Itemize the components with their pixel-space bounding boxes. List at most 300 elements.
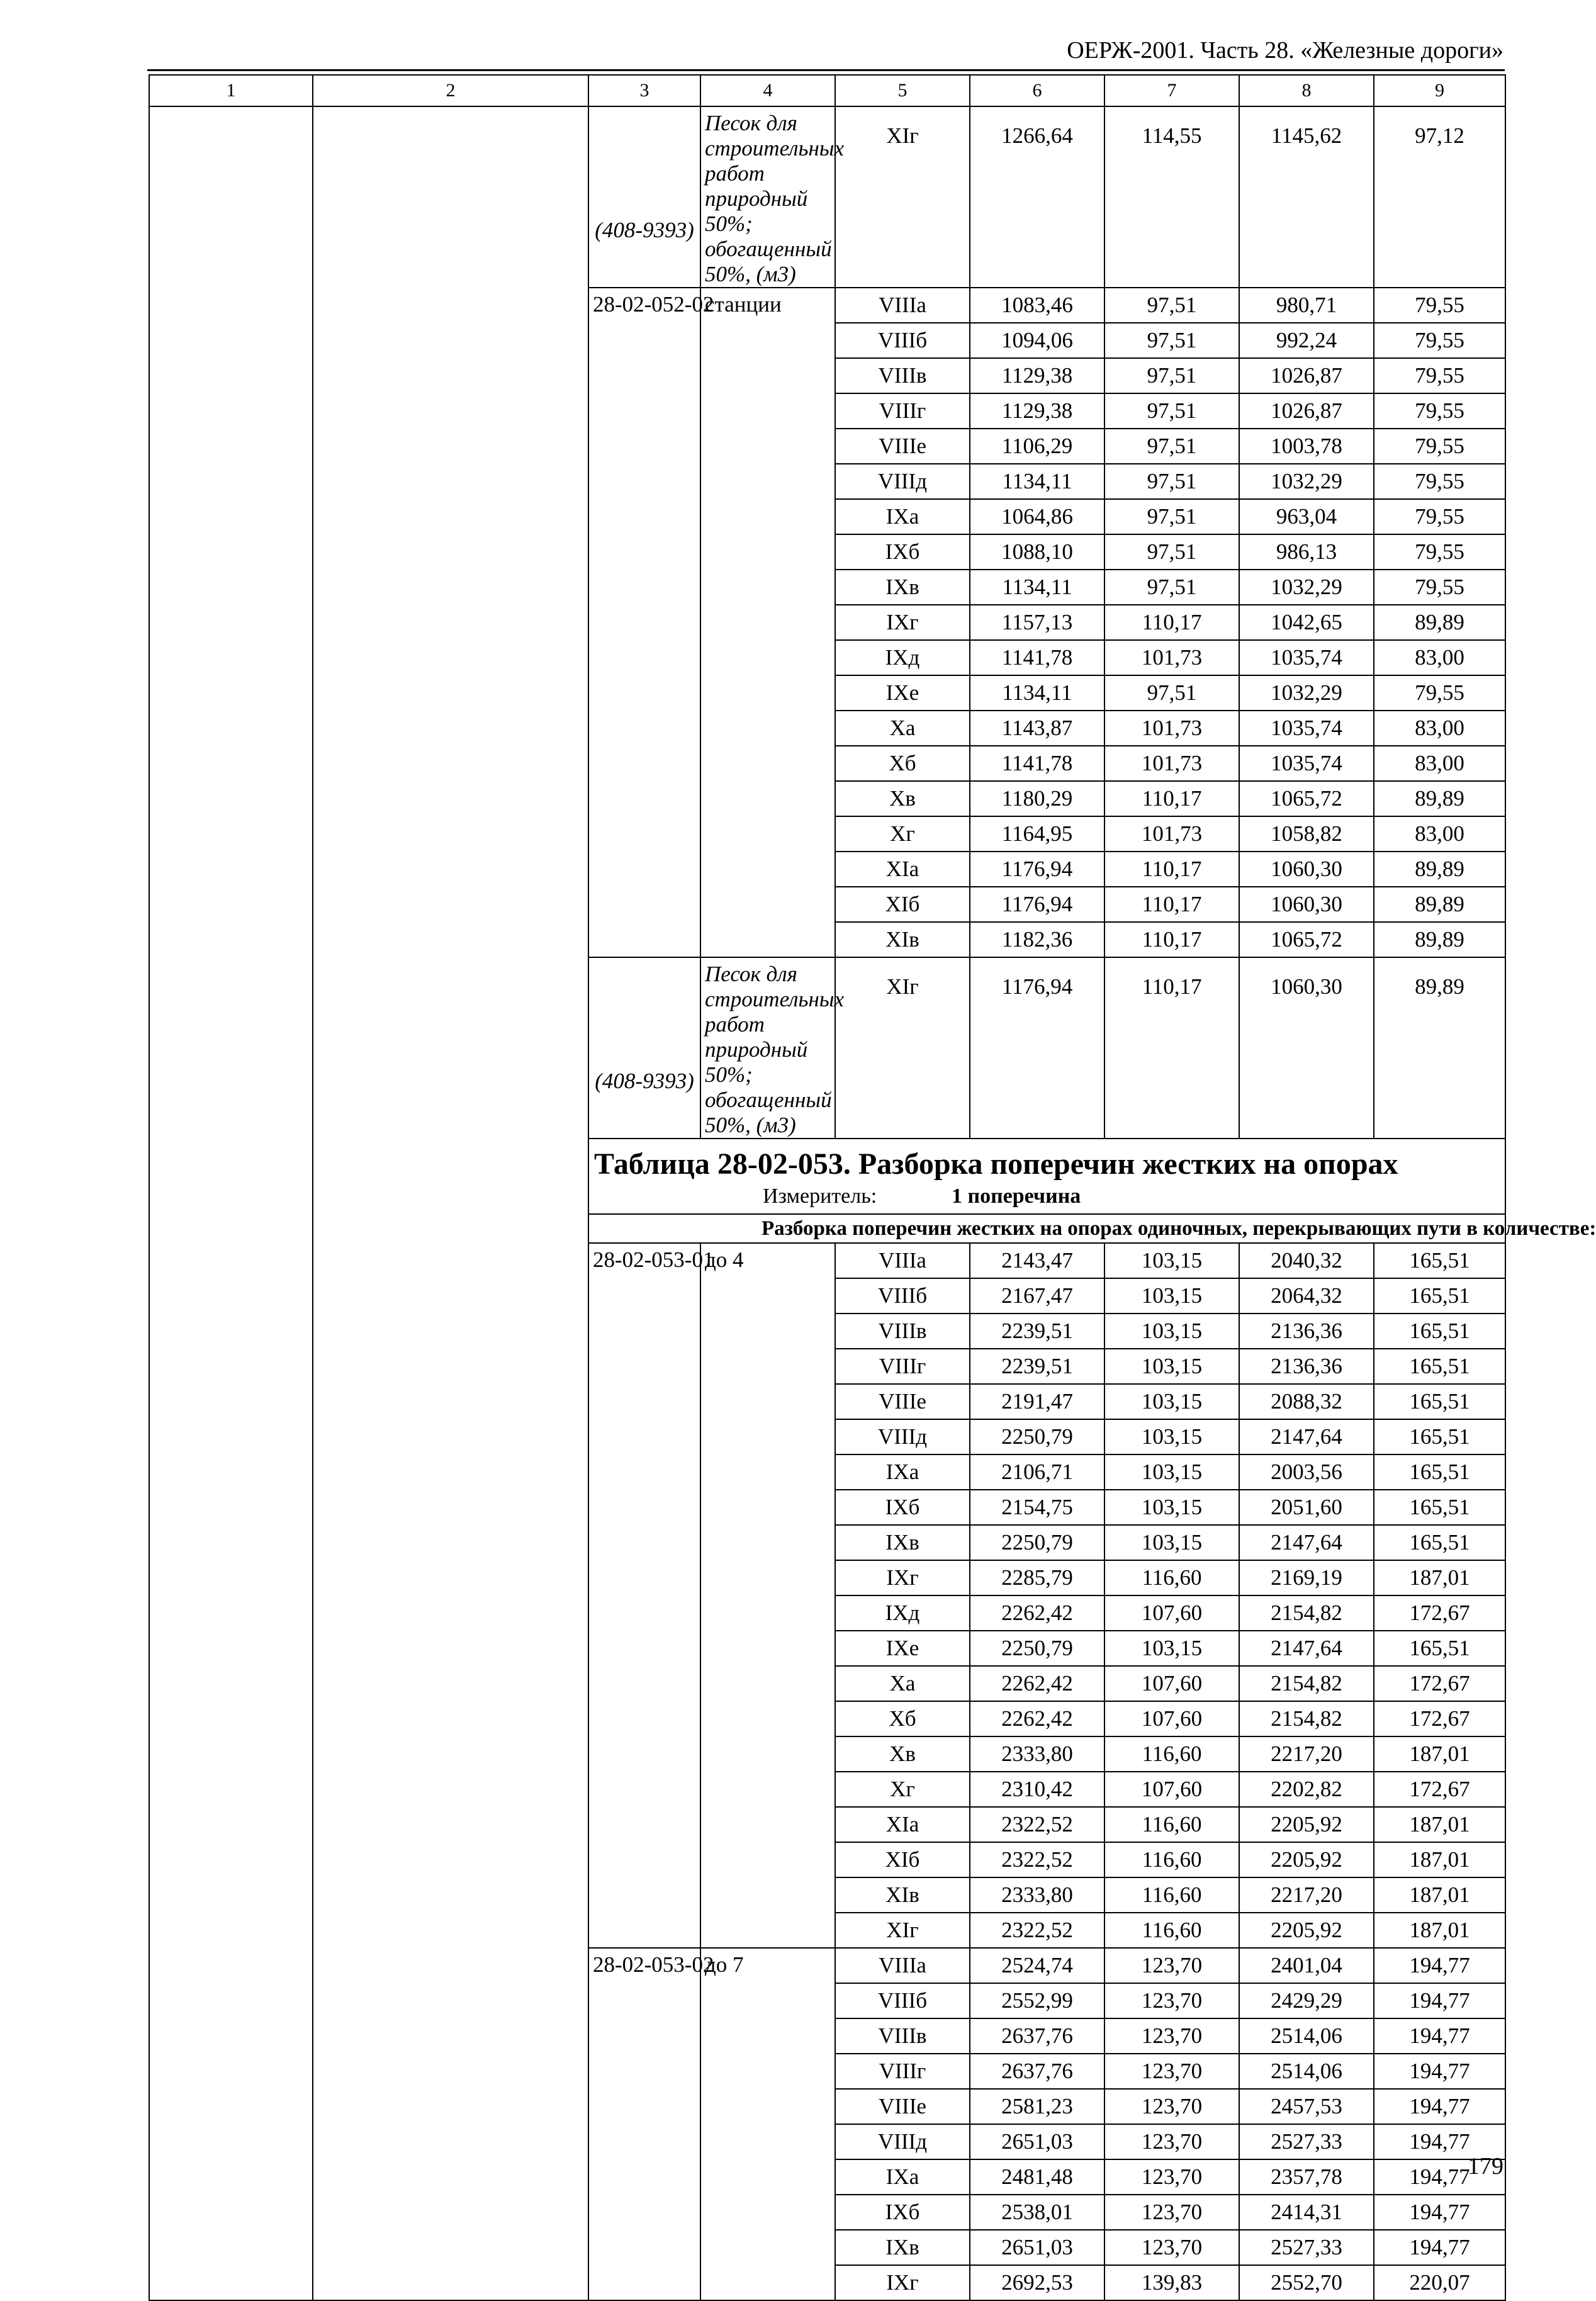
value-cell-c7: 165,51 [1374, 1525, 1505, 1560]
resource-code-cell [588, 957, 700, 1139]
column-number: 6 [970, 75, 1104, 106]
value-cell-c4: 2310,42 [970, 1772, 1104, 1807]
resource-empty-cell [835, 165, 970, 288]
value-cell-c4: 2239,51 [970, 1314, 1104, 1349]
value-cell-c7: 79,55 [1374, 675, 1505, 711]
value-cell-c4: 2524,74 [970, 1948, 1104, 1983]
value-cell-c6: 2154,82 [1239, 1595, 1374, 1631]
value-cell-c3: VIIIа [835, 1948, 970, 1983]
value-cell-c6: 2217,20 [1239, 1736, 1374, 1772]
value-cell-c3: VIIIг [835, 393, 970, 429]
value-cell-c5: 116,60 [1104, 1560, 1239, 1595]
value-cell-c3: Xг [835, 816, 970, 852]
value-cell-c6: 1032,29 [1239, 675, 1374, 711]
value-cell-c6: 1035,74 [1239, 640, 1374, 675]
value-cell-c6: 1003,78 [1239, 429, 1374, 464]
value-cell-c7: 165,51 [1374, 1278, 1505, 1314]
column-number: 2 [313, 75, 588, 106]
value-cell-c7: 79,55 [1374, 464, 1505, 499]
value-cell-c6: 1060,30 [1239, 852, 1374, 887]
value-cell-c4: 1141,78 [970, 746, 1104, 781]
value-cell-c4: 2250,79 [970, 1631, 1104, 1666]
value-cell-c6: 1060,30 [1239, 887, 1374, 922]
value-cell-c3: XIг [835, 1913, 970, 1948]
value-cell-c6: 1035,74 [1239, 711, 1374, 746]
value-cell-c5: 103,15 [1104, 1454, 1239, 1490]
table-title: Таблица 28-02-053. Разборка поперечин жестких на опорах [594, 1147, 1398, 1181]
value-cell-c6: 1065,72 [1239, 781, 1374, 816]
value-cell-c6: 1026,87 [1239, 393, 1374, 429]
value-cell-c6: 1035,74 [1239, 746, 1374, 781]
value-cell-c5: 116,60 [1104, 1913, 1239, 1948]
column-number: 7 [1104, 75, 1239, 106]
value-cell-c3: IXв [835, 2230, 970, 2265]
value-cell-c6: 2088,32 [1239, 1384, 1374, 1419]
page-header: ОЕРЖ-2001. Часть 28. «Железные дороги» [1067, 37, 1503, 64]
value-cell-c5: 114,55 [1104, 106, 1239, 165]
value-cell-c7: 165,51 [1374, 1243, 1505, 1278]
value-cell-c4: 2262,42 [970, 1666, 1104, 1701]
value-cell-c5: 110,17 [1104, 852, 1239, 887]
value-cell-c3: VIIIв [835, 2018, 970, 2054]
value-cell-c4: 1088,10 [970, 534, 1104, 570]
value-cell-c7: 187,01 [1374, 1560, 1505, 1595]
value-cell-c3: IXб [835, 534, 970, 570]
resource-empty-cell [1239, 165, 1374, 288]
value-cell-c7: 89,89 [1374, 957, 1505, 1016]
value-cell-c4: 2191,47 [970, 1384, 1104, 1419]
value-cell-c4: 2333,80 [970, 1736, 1104, 1772]
value-cell-c6: 2514,06 [1239, 2018, 1374, 2054]
value-cell-c4: 2167,47 [970, 1278, 1104, 1314]
value-cell-c6: 2003,56 [1239, 1454, 1374, 1490]
value-cell-c5: 123,70 [1104, 2124, 1239, 2159]
resource-empty-cell [1239, 1016, 1374, 1139]
value-cell-c7: 79,55 [1374, 323, 1505, 358]
value-cell-c6: 2051,60 [1239, 1490, 1374, 1525]
value-cell-c3: VIIIд [835, 2124, 970, 2159]
value-cell-c5: 97,51 [1104, 358, 1239, 393]
value-cell-c7: 165,51 [1374, 1314, 1505, 1349]
value-cell-c5: 123,70 [1104, 2054, 1239, 2089]
column-number-row [149, 75, 1505, 106]
value-cell-c5: 110,17 [1104, 922, 1239, 957]
value-cell-c7: 79,55 [1374, 499, 1505, 534]
value-cell-c7: 172,67 [1374, 1595, 1505, 1631]
value-cell-c6: 2154,82 [1239, 1701, 1374, 1736]
value-cell-c4: 2322,52 [970, 1807, 1104, 1842]
value-cell-c4: 1143,87 [970, 711, 1104, 746]
value-cell-c6: 963,04 [1239, 499, 1374, 534]
column-number: 9 [1374, 75, 1505, 106]
value-cell-c7: 172,67 [1374, 1701, 1505, 1736]
value-cell-c7: 194,77 [1374, 2230, 1505, 2265]
value-cell-c7: 79,55 [1374, 570, 1505, 605]
value-cell-c5: 97,51 [1104, 288, 1239, 323]
value-cell-c3: Xб [835, 746, 970, 781]
value-cell-c5: 110,17 [1104, 887, 1239, 922]
value-cell-c6: 2414,31 [1239, 2195, 1374, 2230]
value-cell-c7: 89,89 [1374, 781, 1505, 816]
value-cell-c7: 79,55 [1374, 393, 1505, 429]
value-cell-c6: 2514,06 [1239, 2054, 1374, 2089]
value-cell-c6: 1032,29 [1239, 570, 1374, 605]
value-cell-c4: 1129,38 [970, 358, 1104, 393]
value-cell-c3: VIIIа [835, 288, 970, 323]
value-cell-c5: 97,51 [1104, 429, 1239, 464]
unit-label: Измеритель: [763, 1184, 877, 1208]
value-cell-c6: 2136,36 [1239, 1314, 1374, 1349]
value-cell-c3: IXг [835, 605, 970, 640]
value-cell-c3: Xг [835, 1772, 970, 1807]
value-cell-c7: 83,00 [1374, 816, 1505, 852]
value-cell-c4: 1094,06 [970, 323, 1104, 358]
resource-code: (408-9393) [595, 1069, 694, 1093]
value-cell-c3: IXе [835, 675, 970, 711]
resource-name-cell [700, 106, 845, 288]
value-cell-c5: 123,70 [1104, 2089, 1239, 2124]
value-cell-c4: 2481,48 [970, 2159, 1104, 2195]
value-cell-c7: 89,89 [1374, 605, 1505, 640]
value-cell-c6: 2154,82 [1239, 1666, 1374, 1701]
value-cell-c3: VIIIе [835, 1384, 970, 1419]
value-cell-c5: 110,17 [1104, 605, 1239, 640]
value-cell-c7: 194,77 [1374, 2124, 1505, 2159]
value-cell-c4: 2581,23 [970, 2089, 1104, 2124]
value-cell-c5: 107,60 [1104, 1772, 1239, 1807]
value-cell-c3: Xв [835, 1736, 970, 1772]
value-cell-c6: 2552,70 [1239, 2265, 1374, 2300]
value-cell-c4: 1157,13 [970, 605, 1104, 640]
value-cell-c5: 103,15 [1104, 1525, 1239, 1560]
header-divider [147, 69, 1505, 71]
value-cell-c3: VIIIг [835, 1349, 970, 1384]
page-number: 179 [1468, 2153, 1503, 2180]
value-cell-c6: 1042,65 [1239, 605, 1374, 640]
table-body [149, 75, 1596, 2300]
value-cell-c3: XIб [835, 887, 970, 922]
value-cell-c3: IXв [835, 1525, 970, 1560]
code-cell: 28-02-053-02 [588, 1948, 700, 2300]
value-cell-c5: 110,17 [1104, 957, 1239, 1016]
value-cell-c5: 101,73 [1104, 816, 1239, 852]
value-cell-c3: IXв [835, 570, 970, 605]
value-cell-c4: 1141,78 [970, 640, 1104, 675]
value-cell-c4: 2637,76 [970, 2018, 1104, 2054]
column-number: 8 [1239, 75, 1374, 106]
value-cell-c4: 2262,42 [970, 1701, 1104, 1736]
value-cell-c5: 103,15 [1104, 1349, 1239, 1384]
value-cell-c3: IXд [835, 640, 970, 675]
resource-name-cell [700, 957, 845, 1139]
value-cell-c3: VIIIб [835, 1278, 970, 1314]
resource-empty-cell [1104, 165, 1239, 288]
value-cell-c5: 107,60 [1104, 1595, 1239, 1631]
value-cell-c4: 1176,94 [970, 852, 1104, 887]
value-cell-c6: 986,13 [1239, 534, 1374, 570]
resource-empty-cell [970, 1016, 1104, 1139]
value-cell-c6: 1058,82 [1239, 816, 1374, 852]
value-cell-c5: 123,70 [1104, 2018, 1239, 2054]
resource-empty-cell [1104, 1016, 1239, 1139]
value-cell-c4: 2692,53 [970, 2265, 1104, 2300]
value-cell-c5: 103,15 [1104, 1384, 1239, 1419]
value-cell-c4: 2250,79 [970, 1525, 1104, 1560]
resource-name: Песок для строительных работ природный 50%; обогащенный 50%, (м3) [705, 111, 845, 286]
value-cell-c6: 1060,30 [1239, 957, 1374, 1016]
value-cell-c3: VIIIг [835, 2054, 970, 2089]
value-cell-c5: 97,51 [1104, 499, 1239, 534]
resource-empty-cell [1374, 1016, 1505, 1139]
code-cell: 28-02-052-02 [588, 288, 700, 957]
value-cell-c3: IXа [835, 1454, 970, 1490]
value-cell-c5: 97,51 [1104, 393, 1239, 429]
value-cell-c4: 2262,42 [970, 1595, 1104, 1631]
value-cell-c3: Xа [835, 711, 970, 746]
value-cell-c7: 194,77 [1374, 1983, 1505, 2018]
value-cell-c5: 103,15 [1104, 1243, 1239, 1278]
value-cell-c4: 2552,99 [970, 1983, 1104, 2018]
value-cell-c5: 103,15 [1104, 1631, 1239, 1666]
value-cell-c7: 165,51 [1374, 1490, 1505, 1525]
value-cell-c7: 187,01 [1374, 1877, 1505, 1913]
value-cell-c7: 83,00 [1374, 746, 1505, 781]
value-cell-c7: 165,51 [1374, 1384, 1505, 1419]
value-cell-c4: 2239,51 [970, 1349, 1104, 1384]
value-cell-c6: 1026,87 [1239, 358, 1374, 393]
value-cell-c7: 187,01 [1374, 1736, 1505, 1772]
value-cell-c7: 83,00 [1374, 711, 1505, 746]
name-cell: до 4 [700, 1243, 835, 1948]
value-cell-c7: 79,55 [1374, 429, 1505, 464]
value-cell-c6: 1032,29 [1239, 464, 1374, 499]
value-cell-c7: 194,77 [1374, 2195, 1505, 2230]
value-cell-c3: VIIIд [835, 464, 970, 499]
value-cell-c3: Xв [835, 781, 970, 816]
value-cell-c5: 101,73 [1104, 640, 1239, 675]
value-cell-c4: 1064,86 [970, 499, 1104, 534]
value-cell-c6: 2205,92 [1239, 1913, 1374, 1948]
resource-empty-cell [835, 1016, 970, 1139]
value-cell-c6: 2357,78 [1239, 2159, 1374, 2195]
value-cell-c6: 2147,64 [1239, 1631, 1374, 1666]
value-cell-c7: 79,55 [1374, 534, 1505, 570]
column-number: 5 [835, 75, 970, 106]
value-cell-c3: IXг [835, 1560, 970, 1595]
value-cell-c5: 101,73 [1104, 711, 1239, 746]
value-cell-c4: 1164,95 [970, 816, 1104, 852]
value-cell-c3: IXе [835, 1631, 970, 1666]
column-number: 4 [700, 75, 835, 106]
value-cell-c3: XIг [835, 957, 970, 1016]
value-cell-c5: 107,60 [1104, 1701, 1239, 1736]
value-cell-c7: 194,77 [1374, 2018, 1505, 2054]
value-cell-c4: 2651,03 [970, 2230, 1104, 2265]
value-cell-c5: 103,15 [1104, 1314, 1239, 1349]
resource-name: Песок для строительных работ природный 50%; обогащенный 50%, (м3) [705, 962, 845, 1137]
value-cell-c4: 1129,38 [970, 393, 1104, 429]
value-cell-c6: 2205,92 [1239, 1807, 1374, 1842]
value-cell-c3: IXб [835, 1490, 970, 1525]
value-cell-c4: 2250,79 [970, 1419, 1104, 1454]
value-cell-c3: XIг [835, 106, 970, 165]
value-cell-c4: 1176,94 [970, 887, 1104, 922]
table-row [149, 106, 1505, 165]
value-cell-c4: 1176,94 [970, 957, 1104, 1016]
value-cell-c5: 97,51 [1104, 534, 1239, 570]
value-cell-c7: 89,89 [1374, 887, 1505, 922]
value-cell-c7: 194,77 [1374, 2159, 1505, 2195]
value-cell-c6: 980,71 [1239, 288, 1374, 323]
value-cell-c4: 1266,64 [970, 106, 1104, 165]
value-cell-c5: 103,15 [1104, 1419, 1239, 1454]
value-cell-c5: 97,51 [1104, 675, 1239, 711]
value-cell-c5: 97,51 [1104, 570, 1239, 605]
value-cell-c4: 2154,75 [970, 1490, 1104, 1525]
value-cell-c7: 89,89 [1374, 922, 1505, 957]
value-cell-c4: 1083,46 [970, 288, 1104, 323]
value-cell-c4: 1180,29 [970, 781, 1104, 816]
table-title-cell [588, 1139, 1505, 1214]
value-cell-c6: 2136,36 [1239, 1349, 1374, 1384]
value-cell-c6: 2401,04 [1239, 1948, 1374, 1983]
name-cell: до 7 [700, 1948, 835, 2300]
value-cell-c6: 2064,32 [1239, 1278, 1374, 1314]
value-cell-c5: 116,60 [1104, 1736, 1239, 1772]
value-cell-c3: IXг [835, 2265, 970, 2300]
value-cell-c3: VIIIд [835, 1419, 970, 1454]
unit-line [594, 1183, 1500, 1210]
value-cell-c5: 123,70 [1104, 1983, 1239, 2018]
value-cell-c6: 2147,64 [1239, 1419, 1374, 1454]
value-cell-c5: 116,60 [1104, 1807, 1239, 1842]
value-cell-c3: IXд [835, 1595, 970, 1631]
value-cell-c6: 992,24 [1239, 323, 1374, 358]
value-cell-c6: 1065,72 [1239, 922, 1374, 957]
value-cell-c7: 165,51 [1374, 1631, 1505, 1666]
value-cell-c4: 2333,80 [970, 1877, 1104, 1913]
value-cell-c5: 139,83 [1104, 2265, 1239, 2300]
value-cell-c3: VIIIб [835, 323, 970, 358]
resource-code: (408-9393) [595, 218, 694, 242]
value-cell-c4: 2651,03 [970, 2124, 1104, 2159]
value-cell-c7: 187,01 [1374, 1913, 1505, 1948]
value-cell-c7: 194,77 [1374, 2089, 1505, 2124]
value-cell-c5: 123,70 [1104, 2195, 1239, 2230]
value-cell-c7: 89,89 [1374, 852, 1505, 887]
value-cell-c7: 165,51 [1374, 1419, 1505, 1454]
value-cell-c4: 1134,11 [970, 675, 1104, 711]
value-cell-c5: 103,15 [1104, 1278, 1239, 1314]
value-cell-c6: 2202,82 [1239, 1772, 1374, 1807]
rates-table [149, 74, 1596, 2301]
code-cell: 28-02-053-01 [588, 1243, 700, 1948]
value-cell-c3: VIIIе [835, 429, 970, 464]
value-cell-c4: 1106,29 [970, 429, 1104, 464]
value-cell-c3: XIа [835, 852, 970, 887]
unit-value: 1 поперечина [952, 1184, 1081, 1208]
value-cell-c3: IXб [835, 2195, 970, 2230]
value-cell-c7: 79,55 [1374, 288, 1505, 323]
value-cell-c6: 2429,29 [1239, 1983, 1374, 2018]
value-cell-c6: 2457,53 [1239, 2089, 1374, 2124]
value-cell-c5: 116,60 [1104, 1842, 1239, 1877]
value-cell-c4: 2322,52 [970, 1913, 1104, 1948]
value-cell-c3: XIа [835, 1807, 970, 1842]
value-cell-c7: 172,67 [1374, 1772, 1505, 1807]
value-cell-c5: 123,70 [1104, 2230, 1239, 2265]
value-cell-c3: VIIIа [835, 1243, 970, 1278]
value-cell-c7: 165,51 [1374, 1454, 1505, 1490]
value-cell-c4: 2143,47 [970, 1243, 1104, 1278]
value-cell-c5: 107,60 [1104, 1666, 1239, 1701]
value-cell-c4: 1134,11 [970, 464, 1104, 499]
value-cell-c5: 116,60 [1104, 1877, 1239, 1913]
column-number: 3 [588, 75, 700, 106]
value-cell-c7: 220,07 [1374, 2265, 1505, 2300]
value-cell-c4: 2322,52 [970, 1842, 1104, 1877]
value-cell-c6: 1145,62 [1239, 106, 1374, 165]
value-cell-c7: 187,01 [1374, 1807, 1505, 1842]
value-cell-c3: IXа [835, 2159, 970, 2195]
value-cell-c6: 2169,19 [1239, 1560, 1374, 1595]
value-cell-c7: 165,51 [1374, 1349, 1505, 1384]
value-cell-c7: 79,55 [1374, 358, 1505, 393]
value-cell-c3: IXа [835, 499, 970, 534]
value-cell-c4: 2285,79 [970, 1560, 1104, 1595]
value-cell-c7: 83,00 [1374, 640, 1505, 675]
value-cell-c6: 2217,20 [1239, 1877, 1374, 1913]
value-cell-c5: 97,51 [1104, 323, 1239, 358]
value-cell-c4: 1134,11 [970, 570, 1104, 605]
resource-empty-cell [1374, 165, 1505, 288]
value-cell-c5: 101,73 [1104, 746, 1239, 781]
value-cell-c3: Xа [835, 1666, 970, 1701]
resource-empty-cell [970, 165, 1104, 288]
value-cell-c5: 123,70 [1104, 2159, 1239, 2195]
name-cell: станции [700, 288, 835, 957]
value-cell-c3: Xб [835, 1701, 970, 1736]
value-cell-c5: 97,51 [1104, 464, 1239, 499]
value-cell-c5: 103,15 [1104, 1490, 1239, 1525]
resource-code-cell [588, 106, 700, 288]
value-cell-c5: 123,70 [1104, 1948, 1239, 1983]
value-cell-c7: 194,77 [1374, 2054, 1505, 2089]
value-cell-c4: 2637,76 [970, 2054, 1104, 2089]
value-cell-c3: XIв [835, 1877, 970, 1913]
name-cell [313, 106, 588, 2300]
value-cell-c6: 2527,33 [1239, 2230, 1374, 2265]
value-cell-c4: 2538,01 [970, 2195, 1104, 2230]
value-cell-c6: 2527,33 [1239, 2124, 1374, 2159]
value-cell-c3: VIIIб [835, 1983, 970, 2018]
value-cell-c4: 1182,36 [970, 922, 1104, 957]
value-cell-c4: 2106,71 [970, 1454, 1104, 1490]
value-cell-c3: XIб [835, 1842, 970, 1877]
value-cell-c3: VIIIв [835, 1314, 970, 1349]
value-cell-c5: 110,17 [1104, 781, 1239, 816]
value-cell-c3: VIIIе [835, 2089, 970, 2124]
value-cell-c6: 2205,92 [1239, 1842, 1374, 1877]
value-cell-c6: 2040,32 [1239, 1243, 1374, 1278]
value-cell-c7: 187,01 [1374, 1842, 1505, 1877]
column-number: 1 [149, 75, 313, 106]
value-cell-c6: 2147,64 [1239, 1525, 1374, 1560]
value-cell-c7: 97,12 [1374, 106, 1505, 165]
code-cell [149, 106, 313, 2300]
value-cell-c7: 194,77 [1374, 1948, 1505, 1983]
subheading: Разборка поперечин жестких на опорах одиночных, перекрывающих пути в количестве: [588, 1214, 1505, 1243]
